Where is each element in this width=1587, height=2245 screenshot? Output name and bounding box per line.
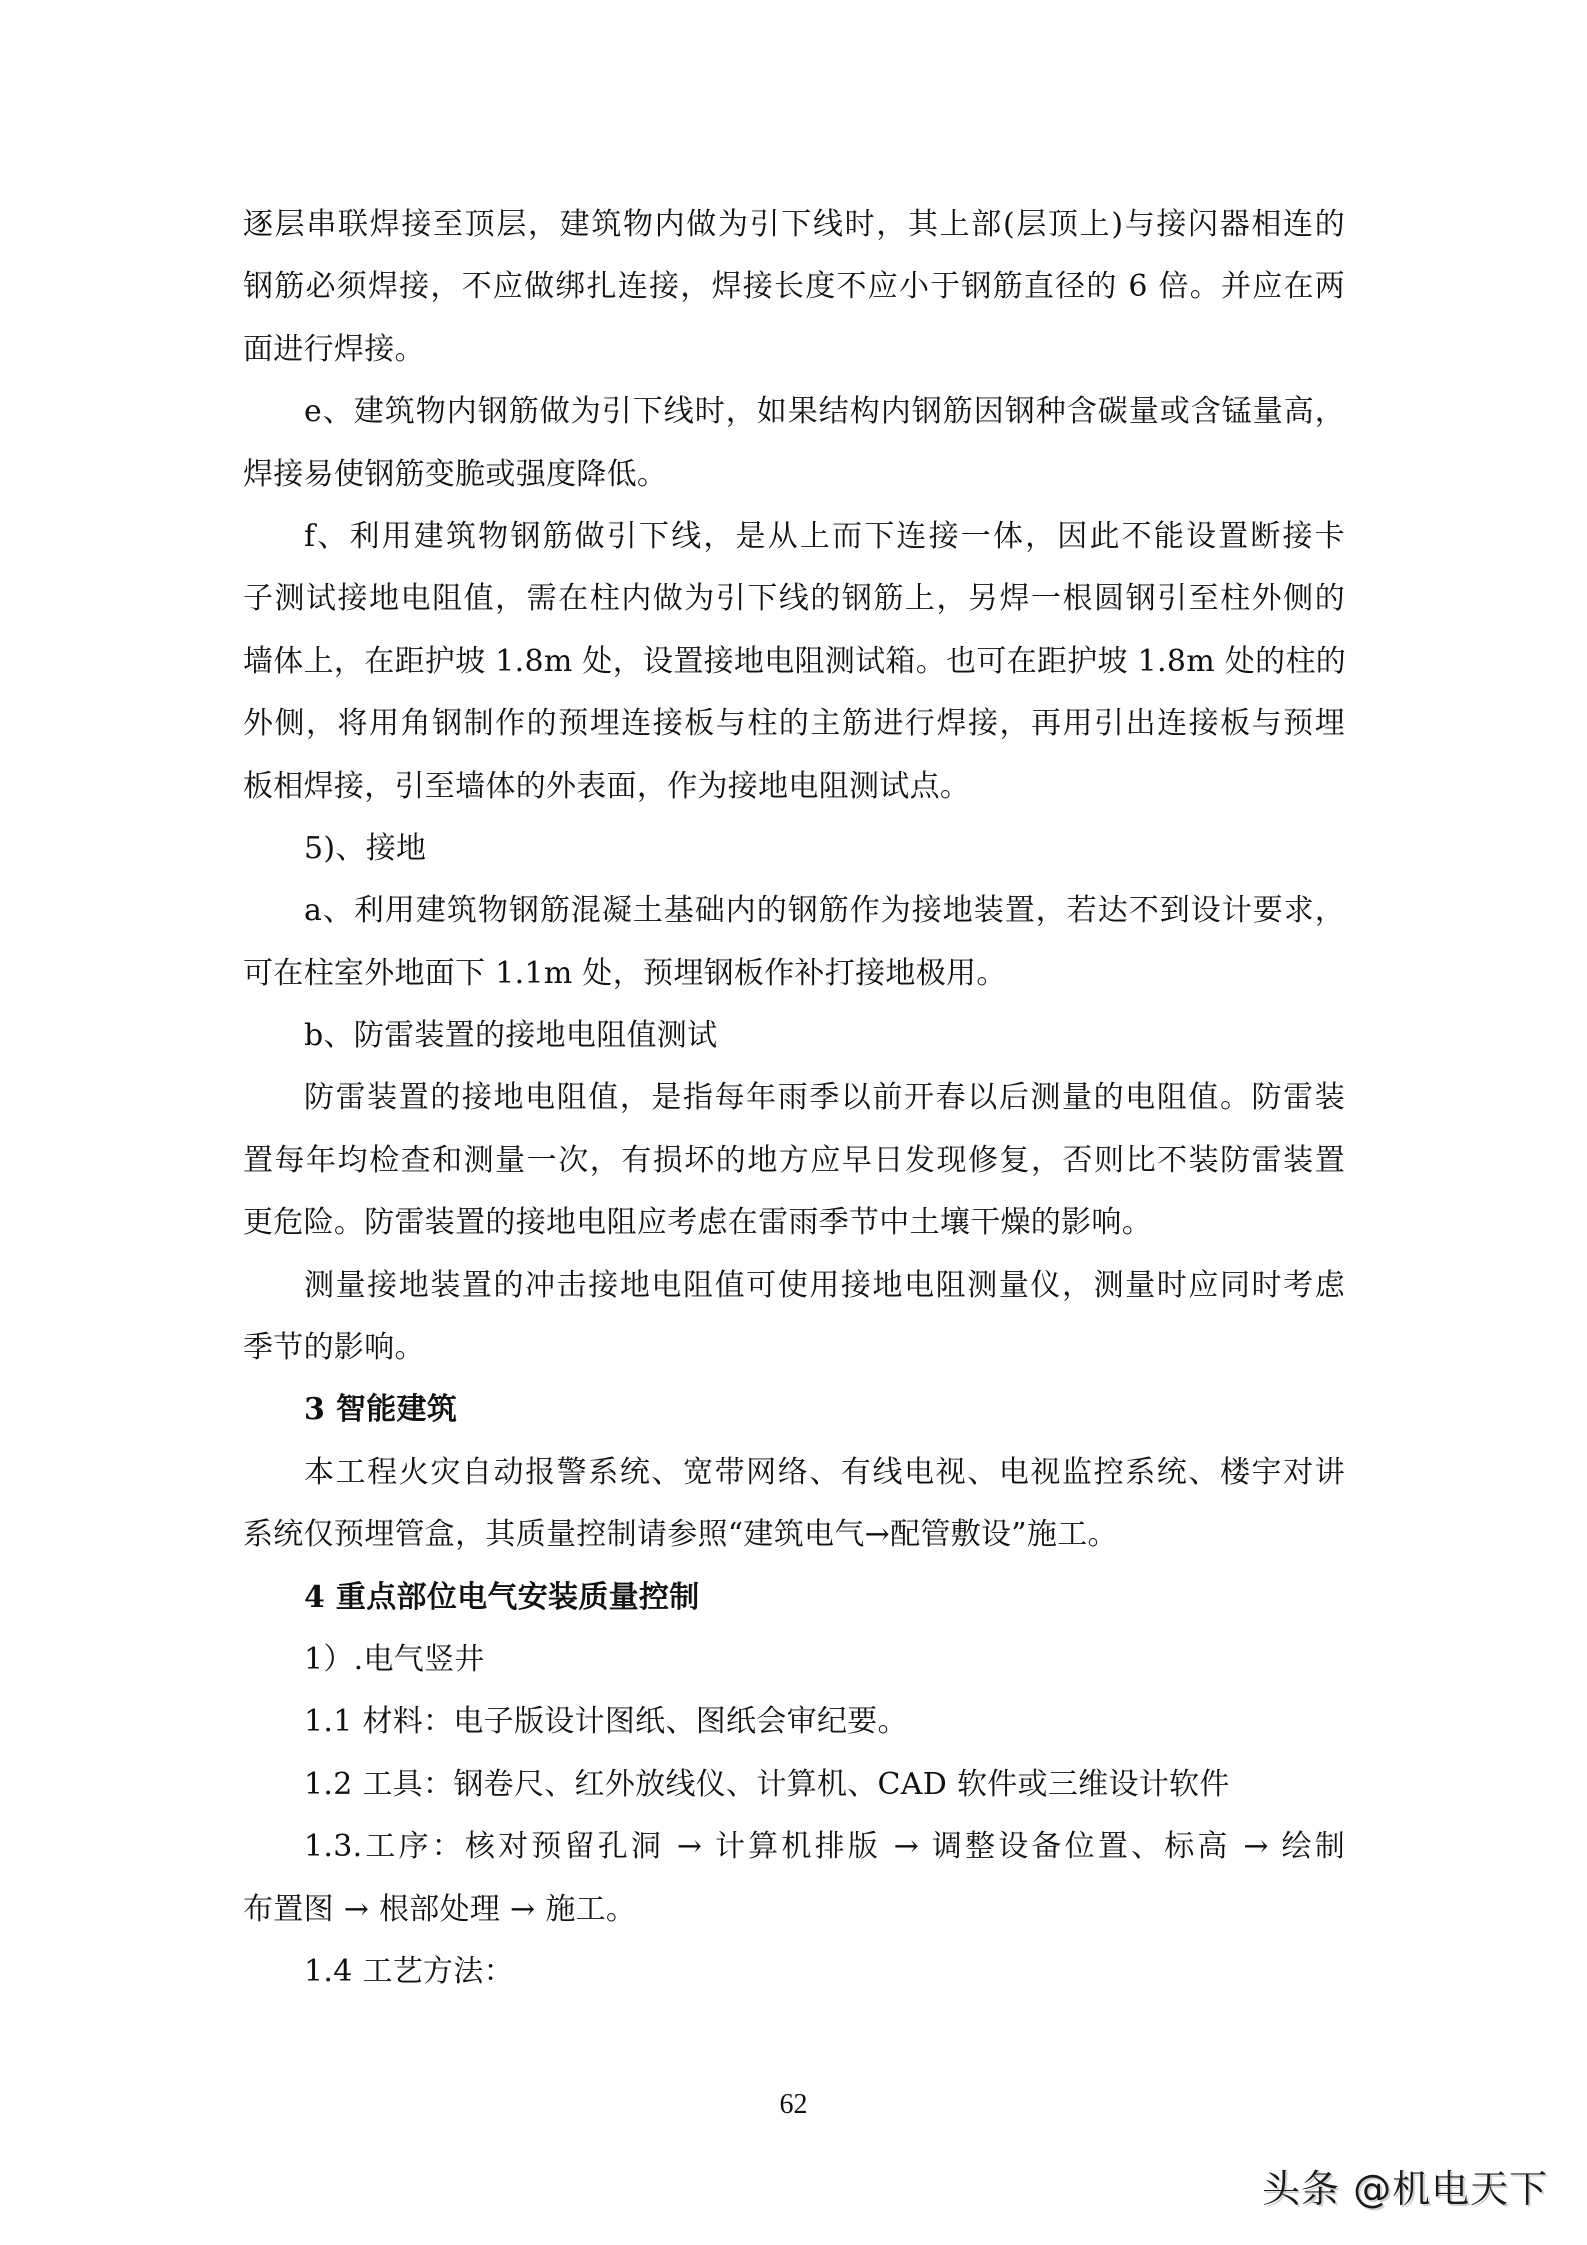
text-line: 布置图 → 根部处理 → 施工。 <box>243 1891 637 1927</box>
text-line: 可在柱室外地面下 1.1m 处，预埋钢板作补打接地极用。 <box>243 955 1007 991</box>
text-line: 防雷装置的接地电阻值，是指每年雨季以前开春以后测量的电阻值。防雷装 <box>304 1080 1345 1116</box>
text-line: 1.4 工艺方法： <box>304 1953 514 1989</box>
text-line: 系统仅预埋管盒，其质量控制请参照“建筑电气→配管敷设”施工。 <box>243 1517 1118 1553</box>
text-line: 墙体上，在距护坡 1.8m 处，设置接地电阻测试箱。也可在距护坡 1.8m 处的柱的 <box>243 643 1347 679</box>
text-line: b、防雷装置的接地电阻值测试 <box>304 1018 718 1054</box>
text-line: 置每年均检查和测量一次，有损坏的地方应早日发现修复，否则比不装防雷装置 <box>243 1142 1345 1178</box>
text-line: 子测试接地电阻值，需在柱内做为引下线的钢筋上，另焊一根圆钢引至柱外侧的 <box>243 581 1345 617</box>
text-line: 1.1 材料：电子版设计图纸、图纸会审纪要。 <box>304 1704 908 1740</box>
text-line: 1.3.工序：核对预留孔洞 → 计算机排版 → 调整设备位置、标高 → 绘制 <box>304 1829 1345 1865</box>
text-line: 面进行焊接。 <box>243 331 425 367</box>
section-heading: 4 重点部位电气安装质量控制 <box>304 1579 700 1615</box>
text-line: 测量接地装置的冲击接地电阻值可使用接地电阻测量仪，测量时应同时考虑 <box>304 1267 1345 1303</box>
body-text <box>243 194 1345 2003</box>
watermark: 头条 @机电天下 <box>1262 2167 1549 2211</box>
text-line: 钢筋必须焊接，不应做绑扎连接，焊接长度不应小于钢筋直径的 6 倍。并应在两 <box>243 269 1345 305</box>
text-line: 1.2 工具：钢卷尺、红外放线仪、计算机、CAD 软件或三维设计软件 <box>304 1766 1230 1802</box>
subsection-heading: 5)、接地 <box>304 830 427 866</box>
text-line: 外侧，将用角钢制作的预埋连接板与柱的主筋进行焊接，再用引出连接板与预埋 <box>243 706 1345 742</box>
text-line: 逐层串联焊接至顶层，建筑物内做为引下线时，其上部(层顶上)与接闪器相连的 <box>243 207 1345 242</box>
subsection-heading: 1）.电气竖井 <box>304 1641 485 1677</box>
text-line: 更危险。防雷装置的接地电阻应考虑在雷雨季节中土壤干燥的影响。 <box>243 1205 1152 1241</box>
text-line: e、建筑物内钢筋做为引下线时，如果结构内钢筋因钢种含碳量或含锰量高， <box>304 394 1345 430</box>
text-line: 本工程火灾自动报警系统、宽带网络、有线电视、电视监控系统、楼宇对讲 <box>304 1454 1345 1490</box>
text-line: 板相焊接，引至墙体的外表面，作为接地电阻测试点。 <box>243 768 971 804</box>
text-line: 季节的影响。 <box>243 1330 425 1366</box>
text-line: a、利用建筑物钢筋混凝土基础内的钢筋作为接地装置，若达不到设计要求， <box>304 893 1345 929</box>
section-heading: 3 智能建筑 <box>304 1392 458 1428</box>
text-line: 焊接易使钢筋变脆或强度降低。 <box>243 456 668 492</box>
text-line: f、利用建筑物钢筋做引下线，是从上而下连接一体，因此不能设置断接卡 <box>304 518 1345 554</box>
page-number: 62 <box>779 2089 808 2120</box>
